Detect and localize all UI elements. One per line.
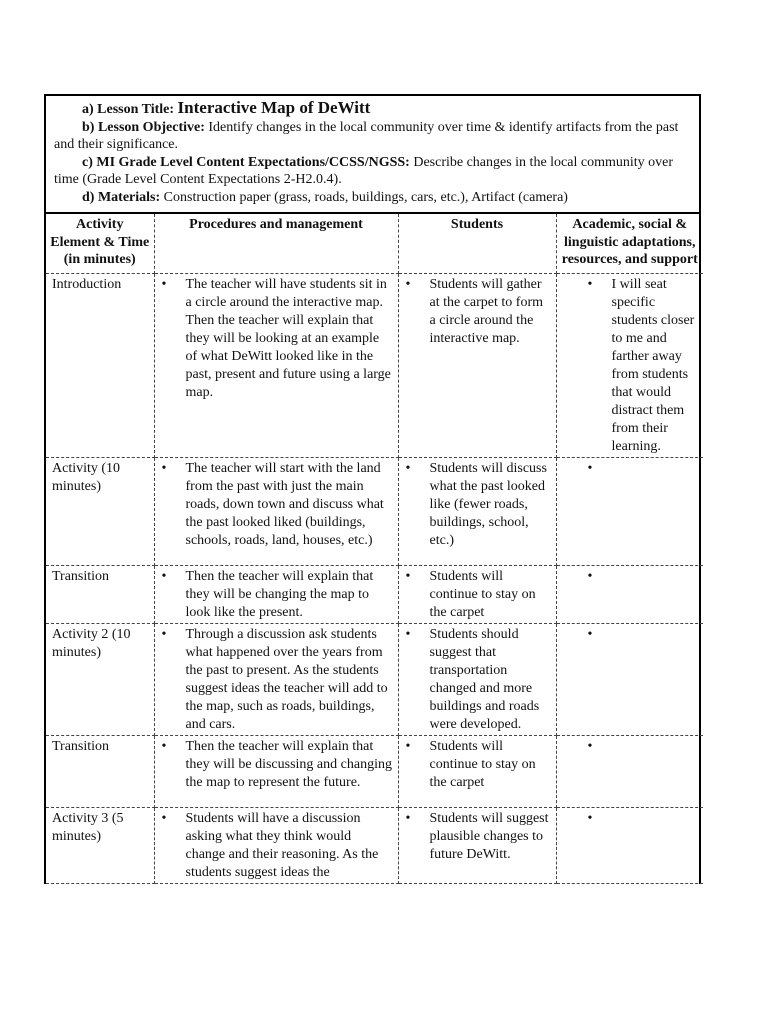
lesson-title-label: a) Lesson Title: <box>82 102 175 117</box>
row-element: Transition <box>46 565 154 623</box>
content-expectations-label: c) MI Grade Level Content Expectations/CCSS/NGSS: <box>82 154 410 170</box>
procedure-bullet: • The teacher will start with the land from the past with just the main roads, down town and discuss what the past looked liked (buildings, schools, roads, land, houses, etc.) <box>160 460 394 550</box>
row-element: Activity (10 minutes) <box>46 457 154 565</box>
table-header-row <box>46 214 703 273</box>
table-row <box>46 565 703 623</box>
row-element: Activity 2 (10 minutes) <box>46 623 154 735</box>
row-element: Activity 3 (5 minutes) <box>46 807 154 883</box>
table-row <box>46 807 703 883</box>
students-bullet: • Students will continue to stay on the carpet <box>404 738 552 792</box>
table-row <box>46 623 703 735</box>
table-row <box>46 273 703 457</box>
lesson-title-value: Interactive Map of DeWitt <box>177 98 371 117</box>
header-procedures: Procedures and management <box>154 214 398 273</box>
students-bullet: • Students will gather at the carpet to form a circle around the interactive map. <box>404 276 552 348</box>
students-bullet: • Students will continue to stay on the carpet <box>404 568 552 622</box>
procedure-bullet: • Through a discussion ask students what happened over the years from the past to present. As the students suggest ideas the teacher will add to the map, such as roads, buildings, and cars. <box>160 626 394 734</box>
lesson-objective-line <box>54 119 691 154</box>
students-bullet: • Students will discuss what the past looked like (fewer roads, buildings, school, etc.) <box>404 460 552 550</box>
procedure-bullet: • Students will have a discussion asking what they think would change and their reasoning. As the students suggest ideas the <box>160 810 394 882</box>
lesson-objective-label: b) Lesson Objective: <box>82 119 205 135</box>
row-element: Transition <box>46 735 154 807</box>
students-bullet: • Students will suggest plausible changes to future DeWitt. <box>404 810 552 864</box>
lesson-title-line <box>54 99 691 119</box>
content-expectations-value: Describe changes in the local community over time (Grade Level Content Expectations 2-H2.0.4). <box>54 154 674 187</box>
table-row <box>46 457 703 565</box>
content-expectations-line <box>54 154 691 189</box>
lesson-objective-value: Identify changes in the local community over time & identify artifacts from the past and their significance. <box>54 119 679 152</box>
header-adaptations: Academic, social & linguistic adaptations, resources, and support <box>556 214 703 273</box>
materials-line <box>54 189 691 207</box>
procedure-bullet: • Then the teacher will explain that they will be changing the map to look like the present. <box>160 568 394 622</box>
procedure-bullet: • Then the teacher will explain that they will be discussing and changing the map to represent the future. <box>160 738 394 792</box>
lesson-table <box>46 214 703 884</box>
procedure-bullet: • The teacher will have students sit in a circle around the interactive map. Then the teacher will explain that they will be looking at an example of what DeWitt looked like in the past, present and future using a large map. <box>160 276 394 402</box>
materials-value: Construction paper (grass, roads, buildings, cars, etc.), Artifact (camera) <box>163 189 568 205</box>
lesson-header <box>46 96 699 214</box>
materials-label: d) Materials: <box>82 189 161 205</box>
header-students: Students <box>398 214 556 273</box>
table-row <box>46 735 703 807</box>
lesson-plan-frame <box>44 94 701 884</box>
students-bullet: • Students should suggest that transportation changed and more buildings and roads were developed. <box>404 626 552 734</box>
row-element: Introduction <box>46 273 154 457</box>
header-activity-element: Activity Element & Time (in minutes) <box>46 214 154 273</box>
support-bullet: • I will seat specific students closer to me and farther away from students that would distract them from their learning. <box>562 276 700 456</box>
